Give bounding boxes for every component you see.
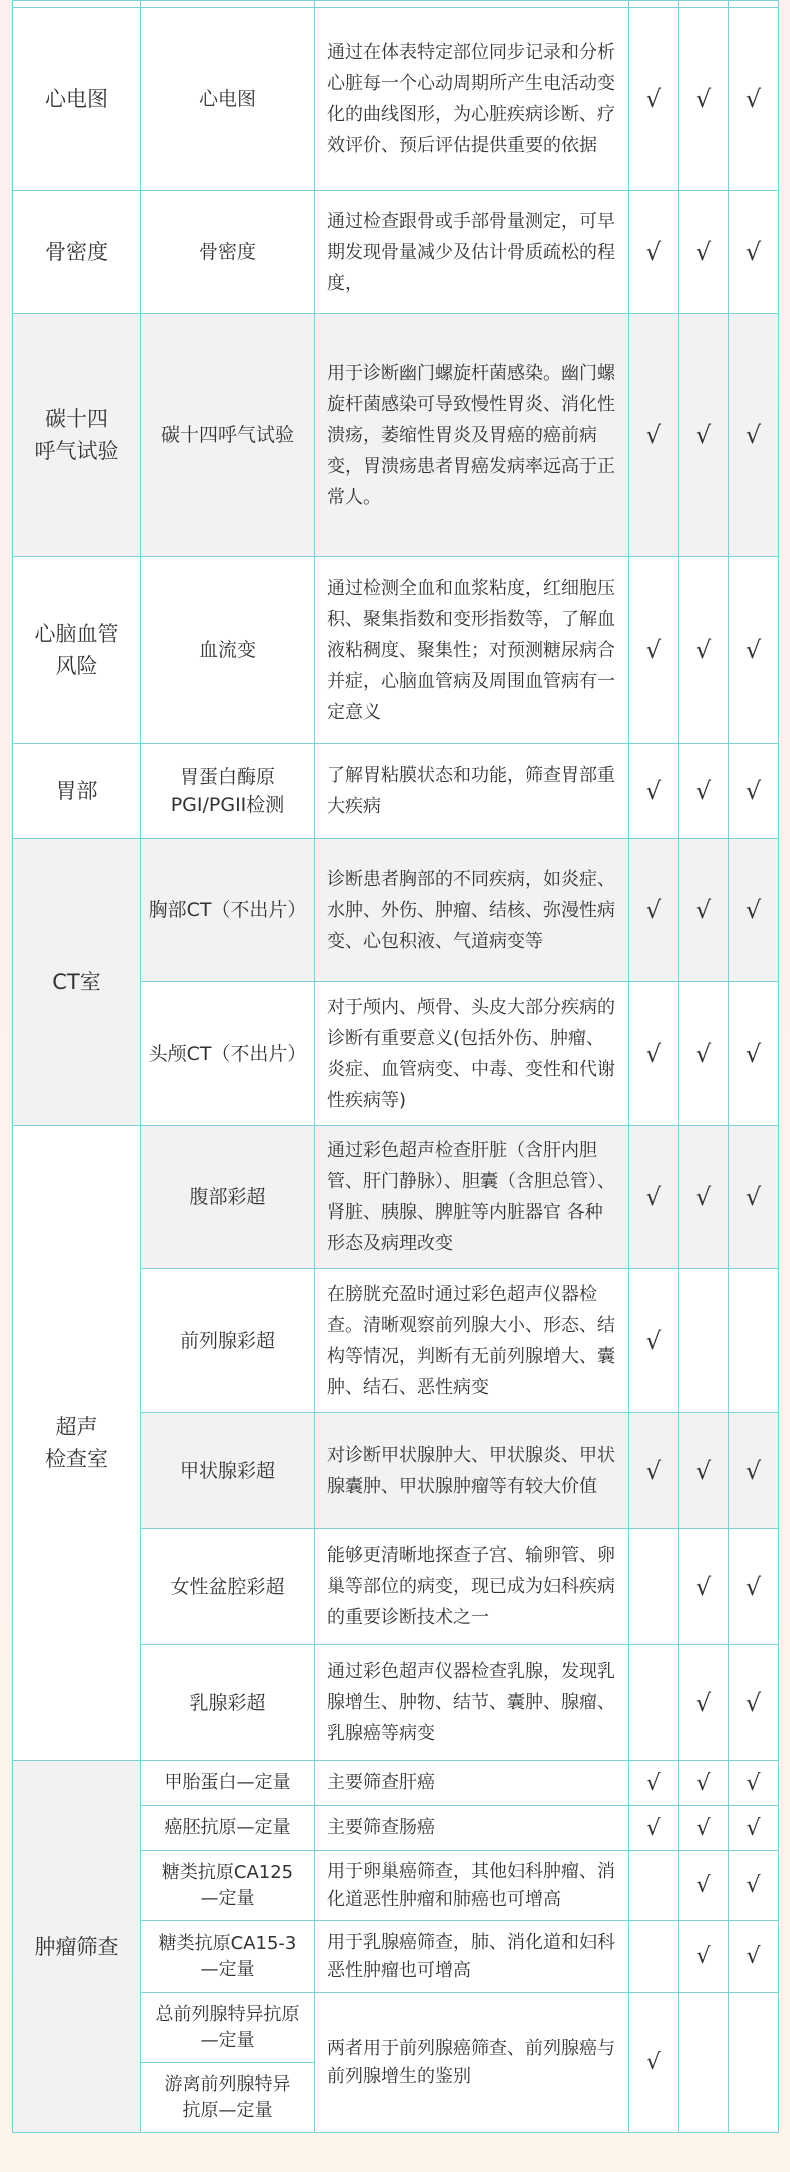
check-mark-icon: √ [629, 1269, 679, 1413]
item-name-cell: 糖类抗原CA125 —定量 [141, 1851, 315, 1921]
description-cell: 能够更清晰地探查子宫、输卵管、卵巢等部位的病变，现已成为妇科疾病的重要诊断技术之一 [315, 1529, 629, 1645]
table-row-us-abdomen [13, 1126, 779, 1269]
check-mark-icon: √ [629, 744, 679, 839]
description-cell: 对于颅内、颅骨、头皮大部分疾病的诊断有重要意义(包括外伤、肿瘤、炎症、血管病变、中毒、变性和代谢性疾病等) [315, 982, 629, 1126]
item-name-cell: 乳腺彩超 [141, 1645, 315, 1761]
check-mark-icon: √ [629, 1761, 679, 1806]
check-mark-icon: √ [679, 314, 729, 557]
table-row-bone-density [13, 191, 779, 314]
check-mark-icon: √ [679, 1806, 729, 1851]
item-name-cell: 心电图 [141, 8, 315, 191]
description-cell: 两者用于前列腺癌筛查、前列腺癌与前列腺增生的鉴别 [315, 1993, 629, 2133]
description-cell: 用于诊断幽门螺旋杆菌感染。幽门螺旋杆菌感染可导致慢性胃炎、消化性溃疡，萎缩性胃炎及胃癌的癌前病变，胃溃疡患者胃癌发病率远高于正常人。 [315, 314, 629, 557]
check-mark-icon: √ [729, 982, 779, 1126]
description-cell: 通过彩色超声仪器检查乳腺，发现乳腺增生、肿物、结节、囊肿、腺瘤、乳腺癌等病变 [315, 1645, 629, 1761]
item-name-cell: 碳十四呼气试验 [141, 314, 315, 557]
description-cell: 通过检查跟骨或手部骨量测定，可早期发现骨量减少及估计骨质疏松的程度， [315, 191, 629, 314]
check-mark-icon: √ [679, 839, 729, 982]
check-mark-icon: √ [629, 191, 679, 314]
category-cell: 骨密度 [13, 191, 141, 314]
description-cell: 通过在体表特定部位同步记录和分析心脏每一个心动周期所产生电活动变化的曲线图形，为心脏疾病诊断、疗效评价、预后评估提供重要的依据 [315, 8, 629, 191]
item-name-cell: 头颅CT（不出片） [141, 982, 315, 1126]
check-mark-icon: √ [679, 1761, 729, 1806]
check-mark-icon: √ [729, 1645, 779, 1761]
item-name-cell: 前列腺彩超 [141, 1269, 315, 1413]
check-mark-icon: √ [679, 1645, 729, 1761]
table-row-ct-chest [13, 839, 779, 982]
description-cell: 主要筛查肠癌 [315, 1806, 629, 1851]
table-row-ecg [13, 8, 779, 191]
checkup-items-table [12, 0, 779, 2133]
item-name-cell: 游离前列腺特异 抗原—定量 [141, 2063, 315, 2133]
check-mark-icon: √ [729, 191, 779, 314]
item-name-cell: 腹部彩超 [141, 1126, 315, 1269]
check-mark-icon: √ [629, 8, 679, 191]
category-cell: 心脑血管 风险 [13, 557, 141, 744]
check-mark-icon: √ [729, 1126, 779, 1269]
description-cell: 了解胃粘膜状态和功能，筛查胃部重大疾病 [315, 744, 629, 839]
item-name-cell: 甲状腺彩超 [141, 1413, 315, 1529]
table-row-c14 [13, 314, 779, 557]
description-cell: 通过检测全血和血浆粘度，红细胞压积、聚集指数和变形指数等，了解血液粘稠度、聚集性；对预测糖尿病合并症，心脑血管病及周围血管病有一定意义 [315, 557, 629, 744]
category-cell-ct: CT室 [13, 839, 141, 1126]
item-name-cell: 胃蛋白酶原 PGI/PGII检测 [141, 744, 315, 839]
item-name-cell: 血流变 [141, 557, 315, 744]
check-mark-icon [629, 1851, 679, 1921]
check-mark-icon: √ [629, 314, 679, 557]
check-mark-icon: √ [729, 1806, 779, 1851]
check-mark-icon: √ [729, 839, 779, 982]
check-mark-icon: √ [679, 1851, 729, 1921]
check-mark-icon: √ [729, 314, 779, 557]
item-name-cell: 骨密度 [141, 191, 315, 314]
check-mark-icon: √ [679, 1126, 729, 1269]
table-row-tumor-afp [13, 1761, 779, 1806]
package-table-container [12, 0, 778, 2133]
category-cell: 心电图 [13, 8, 141, 191]
check-mark-icon: √ [679, 1413, 729, 1529]
description-cell: 通过彩色超声检查肝脏（含肝内胆管、肝门静脉）、胆囊（含胆总管）、肾脏、胰腺、脾脏等内脏器官 各种形态及病理改变 [315, 1126, 629, 1269]
item-name-cell: 女性盆腔彩超 [141, 1529, 315, 1645]
check-mark-icon: √ [679, 8, 729, 191]
table-row-stomach [13, 744, 779, 839]
check-mark-icon: √ [679, 1529, 729, 1645]
table-row-cut [13, 1, 779, 8]
description-cell: 在膀胱充盈时通过彩色超声仪器检查。清晰观察前列腺大小、形态、结构等情况，判断有无前列腺增大、囊肿、结石、恶性病变 [315, 1269, 629, 1413]
check-mark-icon: √ [629, 982, 679, 1126]
check-mark-icon [729, 1269, 779, 1413]
check-mark-icon: √ [679, 557, 729, 744]
description-cell: 诊断患者胸部的不同疾病，如炎症、水肿、外伤、肿瘤、结核、弥漫性病变、心包积液、气道病变等 [315, 839, 629, 982]
description-cell: 对诊断甲状腺肿大、甲状腺炎、甲状腺囊肿、甲状腺肿瘤等有较大价值 [315, 1413, 629, 1529]
check-mark-icon: √ [729, 8, 779, 191]
check-mark-icon: √ [629, 1126, 679, 1269]
category-cell: 碳十四 呼气试验 [13, 314, 141, 557]
item-name-cell: 癌胚抗原—定量 [141, 1806, 315, 1851]
check-mark-icon: √ [629, 1993, 679, 2133]
check-mark-icon [679, 1269, 729, 1413]
check-mark-icon: √ [729, 1761, 779, 1806]
description-cell: 用于乳腺癌筛查，肺、消化道和妇科恶性肿瘤也可增高 [315, 1921, 629, 1993]
check-mark-icon [629, 1529, 679, 1645]
check-mark-icon: √ [679, 744, 729, 839]
check-mark-icon: √ [679, 191, 729, 314]
description-cell: 用于卵巢癌筛查，其他妇科肿瘤、消化道恶性肿瘤和肺癌也可增高 [315, 1851, 629, 1921]
check-mark-icon: √ [729, 557, 779, 744]
check-mark-icon: √ [729, 1851, 779, 1921]
check-mark-icon: √ [729, 744, 779, 839]
item-name-cell: 胸部CT（不出片） [141, 839, 315, 982]
check-mark-icon: √ [729, 1413, 779, 1529]
category-cell-tumor: 肿瘤筛查 [13, 1761, 141, 2133]
item-name-cell: 糖类抗原CA15-3 —定量 [141, 1921, 315, 1993]
check-mark-icon [679, 1993, 729, 2133]
item-name-cell: 总前列腺特异抗原 —定量 [141, 1993, 315, 2063]
check-mark-icon: √ [629, 839, 679, 982]
table-row-blood-rheology [13, 557, 779, 744]
check-mark-icon: √ [629, 1806, 679, 1851]
item-name-cell: 甲胎蛋白—定量 [141, 1761, 315, 1806]
check-mark-icon [729, 1993, 779, 2133]
check-mark-icon [629, 1645, 679, 1761]
check-mark-icon: √ [629, 557, 679, 744]
check-mark-icon: √ [679, 982, 729, 1126]
check-mark-icon: √ [679, 1921, 729, 1993]
check-mark-icon: √ [729, 1921, 779, 1993]
description-cell: 主要筛查肝癌 [315, 1761, 629, 1806]
category-cell: 胃部 [13, 744, 141, 839]
check-mark-icon: √ [629, 1413, 679, 1529]
check-mark-icon [629, 1921, 679, 1993]
check-mark-icon: √ [729, 1529, 779, 1645]
category-cell-ultrasound: 超声 检查室 [13, 1126, 141, 1761]
